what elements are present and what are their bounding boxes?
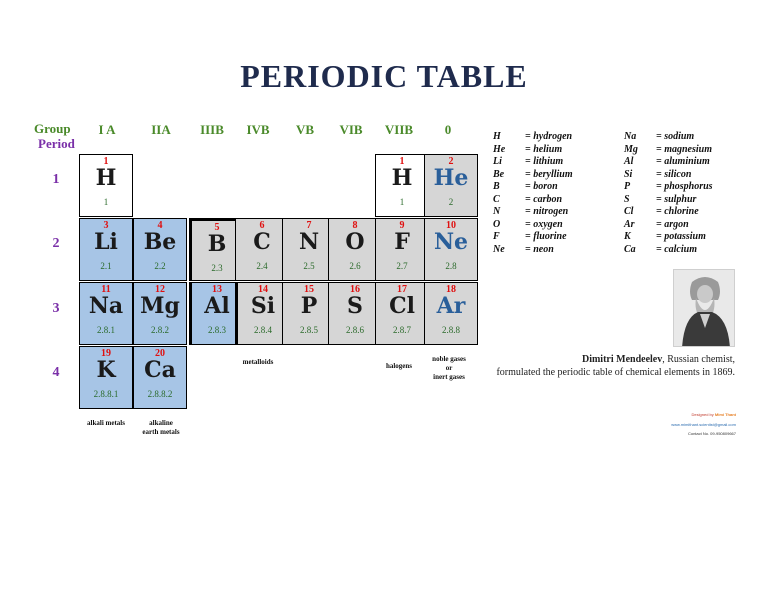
legend-name: = silicon bbox=[656, 168, 692, 180]
legend-name: = sulphur bbox=[656, 193, 697, 205]
mendeleev-portrait bbox=[673, 269, 735, 347]
atomic-number: 1 bbox=[399, 156, 405, 167]
legend-symbol: Ar bbox=[624, 218, 635, 230]
element-symbol: N bbox=[298, 229, 320, 255]
element-symbol: He bbox=[433, 165, 469, 191]
element-cell-Na bbox=[79, 282, 133, 345]
element-symbol: B bbox=[207, 231, 227, 257]
electron-config: 2.6 bbox=[349, 261, 361, 271]
element-cell-Ne bbox=[424, 218, 478, 281]
element-cell-Mg bbox=[133, 282, 187, 345]
designer-email: www.mimithant.scientist@gmail.com bbox=[671, 422, 736, 427]
element-cell-F bbox=[375, 218, 429, 281]
period-number-1: 1 bbox=[52, 172, 60, 187]
electron-config: 2.8 bbox=[445, 261, 457, 271]
element-symbol: Cl bbox=[389, 293, 415, 319]
caption-alkaline: alkaline bbox=[149, 419, 173, 427]
element-symbol: Be bbox=[143, 229, 177, 255]
element-symbol: Ne bbox=[433, 229, 469, 255]
legend-symbol: Si bbox=[624, 168, 633, 180]
legend-name: = calcium bbox=[656, 243, 697, 255]
element-symbol: H bbox=[95, 165, 117, 191]
legend-symbol: Ca bbox=[624, 243, 636, 255]
element-cell-O bbox=[328, 218, 382, 281]
atomic-number: 6 bbox=[259, 220, 265, 231]
electron-config: 2.8.8.1 bbox=[93, 389, 119, 399]
electron-config: 2.7 bbox=[396, 261, 408, 271]
portrait-image bbox=[674, 270, 735, 347]
caption-alkali-metals: alkali metals bbox=[87, 419, 125, 427]
atomic-number: 20 bbox=[155, 348, 165, 359]
element-cell-K bbox=[79, 346, 133, 409]
element-cell-H bbox=[79, 154, 133, 217]
electron-config: 2.2 bbox=[154, 261, 166, 271]
atomic-number: 7 bbox=[306, 220, 312, 231]
group-header-8: 0 bbox=[444, 122, 452, 137]
caption-halogens: halogens bbox=[385, 362, 413, 370]
legend-name: = carbon bbox=[525, 193, 563, 205]
period-number-4: 4 bbox=[52, 365, 60, 380]
electron-config: 2.8.3 bbox=[208, 325, 226, 335]
legend-name: = sodium bbox=[656, 131, 695, 142]
atomic-number: 19 bbox=[101, 348, 111, 359]
mendeleev-line-1 bbox=[480, 353, 735, 366]
atomic-number: 18 bbox=[446, 284, 456, 295]
atomic-number: 3 bbox=[103, 220, 109, 231]
caption-earth-metals: earth metals bbox=[142, 428, 180, 436]
electron-config: 2.8.6 bbox=[346, 325, 364, 335]
group-header-2: IIA bbox=[151, 122, 171, 137]
element-symbol: P bbox=[300, 293, 318, 319]
legend-name: = aluminium bbox=[656, 156, 710, 167]
electron-config: 2.3 bbox=[211, 263, 223, 273]
legend-symbol: Cl bbox=[624, 206, 634, 217]
electron-config: 2.5 bbox=[303, 261, 315, 271]
electron-config: 2.8.8 bbox=[442, 325, 460, 335]
caption-or: or bbox=[445, 364, 453, 372]
caption-inert-gases: inert gases bbox=[433, 373, 465, 381]
element-symbol: Na bbox=[88, 293, 124, 319]
legend-name: = nitrogen bbox=[525, 206, 569, 217]
legend-name: = phosphorus bbox=[656, 181, 713, 192]
legend-name: = beryllium bbox=[525, 168, 573, 180]
mendeleev-line-2: formulated the periodic table of chemical elements in 1869. bbox=[496, 367, 735, 378]
legend-symbol: Ne bbox=[493, 243, 505, 255]
element-cell-H-halogen bbox=[375, 154, 429, 217]
legend-symbol: C bbox=[493, 193, 500, 205]
atomic-number: 17 bbox=[397, 284, 407, 295]
legend-name: = fluorine bbox=[525, 231, 567, 242]
electron-config: 2.8.2 bbox=[151, 325, 169, 335]
element-cell-Si bbox=[235, 282, 289, 345]
atomic-number: 11 bbox=[101, 284, 111, 295]
element-symbol: Mg bbox=[140, 293, 180, 319]
element-cell-He bbox=[424, 154, 478, 217]
legend-symbol: N bbox=[493, 206, 501, 217]
caption-metalloids: metalloids bbox=[242, 358, 274, 366]
page-title: PERIODIC TABLE bbox=[240, 58, 528, 94]
legend-name: = argon bbox=[656, 218, 689, 230]
period-label: Period bbox=[38, 136, 75, 151]
element-cell-S bbox=[328, 282, 382, 345]
caption-noble-gases: noble gases bbox=[432, 355, 466, 363]
group-header-4: IVB bbox=[246, 122, 270, 137]
element-symbol: K bbox=[96, 357, 116, 383]
designer-name: Mimi Thant bbox=[714, 412, 736, 417]
group-header-3: IIIB bbox=[200, 122, 224, 137]
electron-config: 2.8.8.2 bbox=[147, 389, 173, 399]
designer-contact: Contact No. 09-950809667 bbox=[687, 431, 736, 436]
mendeleev-caption bbox=[480, 353, 735, 379]
legend-symbol: Na bbox=[624, 131, 637, 142]
legend-name: = oxygen bbox=[525, 218, 563, 230]
electron-config: 2.8.1 bbox=[97, 325, 115, 335]
legend-symbol: Be bbox=[493, 168, 505, 180]
element-cell-Be bbox=[133, 218, 187, 281]
atomic-number: 5 bbox=[214, 222, 220, 233]
legend-symbol: He bbox=[493, 143, 506, 155]
element-cell-Li bbox=[79, 218, 133, 281]
group-header-1: I A bbox=[98, 122, 116, 137]
atomic-number: 14 bbox=[258, 284, 268, 295]
legend-symbol: P bbox=[624, 181, 631, 192]
legend-name: = neon bbox=[525, 243, 554, 255]
legend-name: = boron bbox=[525, 181, 558, 192]
electron-config: 1 bbox=[103, 197, 109, 207]
electron-config: 2.1 bbox=[100, 261, 112, 271]
element-cell-Cl bbox=[375, 282, 429, 345]
element-cell-C bbox=[235, 218, 289, 281]
legend-name: = chlorine bbox=[656, 206, 699, 217]
element-symbol: H bbox=[391, 165, 413, 191]
legend-symbol: B bbox=[493, 181, 500, 192]
legend-name: = lithium bbox=[525, 156, 564, 167]
legend-name: = hydrogen bbox=[525, 131, 573, 142]
atomic-number: 2 bbox=[448, 156, 454, 167]
legend-symbol: S bbox=[624, 193, 630, 205]
element-symbol: Si bbox=[250, 293, 276, 319]
legend-symbol: H bbox=[493, 131, 501, 142]
legend-symbol: Li bbox=[493, 156, 502, 167]
atomic-number: 12 bbox=[155, 284, 165, 295]
atomic-number: 16 bbox=[350, 284, 360, 295]
atomic-number: 4 bbox=[157, 220, 163, 231]
element-cell-Ca bbox=[133, 346, 187, 409]
group-header-6: VIB bbox=[339, 122, 363, 137]
legend-name: = magnesium bbox=[656, 143, 712, 155]
period-number-2: 2 bbox=[52, 236, 60, 251]
electron-config: 2.8.5 bbox=[300, 325, 318, 335]
element-symbol: C bbox=[253, 229, 271, 255]
mendeleev-name: Dimitri Mendeelev bbox=[581, 354, 663, 365]
group-header-5: VB bbox=[295, 122, 315, 137]
electron-config: 2 bbox=[448, 197, 454, 207]
element-cell-Ar bbox=[424, 282, 478, 345]
atomic-number: 15 bbox=[304, 284, 314, 295]
legend-symbol: K bbox=[624, 231, 631, 242]
element-symbol: Ar bbox=[436, 293, 466, 319]
group-header-7: VIIB bbox=[384, 122, 414, 137]
period-number-3: 3 bbox=[52, 301, 60, 316]
element-symbol: S bbox=[347, 293, 363, 319]
atomic-number: 10 bbox=[446, 220, 456, 231]
designed-by-label: Designed by bbox=[691, 412, 714, 417]
electron-config: 2.8.7 bbox=[393, 325, 411, 335]
legend-name: = helium bbox=[525, 143, 563, 155]
atomic-number: 9 bbox=[399, 220, 405, 231]
legend-name: = potassium bbox=[656, 231, 706, 242]
atomic-number: 8 bbox=[352, 220, 358, 231]
element-symbol: Ca bbox=[144, 357, 176, 383]
group-label: Group bbox=[34, 121, 71, 136]
element-symbol: Li bbox=[94, 229, 118, 255]
legend-symbol: Al bbox=[624, 156, 634, 167]
mendeleev-description: , Russian chemist, bbox=[662, 354, 735, 365]
element-symbol: O bbox=[345, 229, 365, 255]
legend-symbol: F bbox=[493, 231, 500, 242]
legend-symbol: Mg bbox=[624, 143, 638, 155]
electron-config: 2.4 bbox=[256, 261, 268, 271]
designer-credit bbox=[692, 412, 736, 417]
element-symbol: Al bbox=[204, 293, 230, 319]
legend-symbol: O bbox=[493, 218, 501, 230]
electron-config: 2.8.4 bbox=[254, 325, 272, 335]
atomic-number: 13 bbox=[212, 284, 222, 295]
element-symbol: F bbox=[394, 229, 410, 255]
electron-config: 1 bbox=[399, 197, 405, 207]
atomic-number: 1 bbox=[103, 156, 109, 167]
